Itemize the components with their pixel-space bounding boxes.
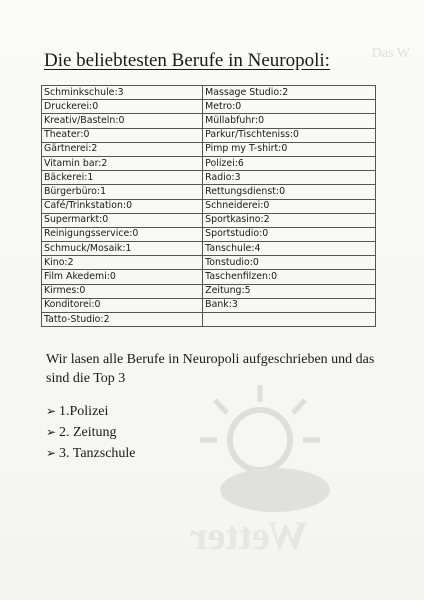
table-cell-left: Schminkschule:3 (42, 86, 203, 100)
table-cell-right: Taschenfilzen:0 (203, 270, 376, 284)
table-cell-right: Zeitung:5 (203, 284, 376, 298)
table-row (42, 128, 376, 142)
intro-text: Wir lasen alle Berufe in Neuropoli aufgeschrieben und das sind die Top 3 (46, 352, 375, 386)
table-cell-left: Theater:0 (42, 128, 203, 142)
bleed-through-sun-graphic (180, 380, 340, 520)
top3-item-label: 3. Tanzschule (59, 446, 136, 461)
table-cell-left: Schmuck/Mosaik:1 (42, 242, 203, 256)
table-row (42, 213, 376, 227)
table-row (42, 185, 376, 199)
table-row (42, 114, 376, 128)
top3-item-label: 1.Polizei (59, 404, 109, 419)
arrow-bullet-icon: ➢ (46, 425, 57, 439)
table-cell-right: Parkur/Tischteniss:0 (203, 128, 376, 142)
table-cell-left: Vitamin bar:2 (42, 156, 203, 170)
table-cell-left: Film Akedemi:0 (42, 270, 203, 284)
table-cell-left: Tatto-Studio:2 (42, 313, 203, 327)
table-cell-left: Kino:2 (42, 256, 203, 270)
table-cell-left: Bäckerei:1 (42, 171, 203, 185)
top3-list (46, 401, 136, 464)
table-cell-right: Sportstudio:0 (203, 227, 376, 241)
table-cell-right: Metro:0 (203, 100, 376, 114)
top3-item-label: 2. Zeitung (59, 425, 117, 440)
table-cell-right (203, 313, 376, 327)
jobs-table (41, 85, 376, 327)
page-title: Die beliebtesten Berufe in Neuropoli: (44, 50, 330, 71)
table-row (42, 199, 376, 213)
bleed-through-text: Das W (371, 46, 410, 61)
arrow-bullet-icon: ➢ (46, 446, 57, 460)
table-cell-right: Massage Studio:2 (203, 86, 376, 100)
table-cell-right: Tonstudio:0 (203, 256, 376, 270)
table-cell-right: Müllabfuhr:0 (203, 114, 376, 128)
table-row (42, 298, 376, 312)
table-cell-left: Gärtnerei:2 (42, 142, 203, 156)
table-cell-right: Radio:3 (203, 171, 376, 185)
table-cell-right: Tanschule:4 (203, 242, 376, 256)
table-cell-right: Pimp my T-shirt:0 (203, 142, 376, 156)
arrow-bullet-icon: ➢ (46, 404, 57, 418)
table-row (42, 256, 376, 270)
table-row (42, 142, 376, 156)
table-row (42, 313, 376, 327)
list-item (46, 401, 136, 422)
table-row (42, 227, 376, 241)
table-row (42, 270, 376, 284)
table-row (42, 242, 376, 256)
table-row (42, 156, 376, 170)
table-cell-right: Polizei:6 (203, 156, 376, 170)
table-cell-left: Kirmes:0 (42, 284, 203, 298)
table-cell-right: Schneiderei:0 (203, 199, 376, 213)
table-cell-left: Bürgerbüro:1 (42, 185, 203, 199)
table-row (42, 86, 376, 100)
table-cell-left: Café/Trinkstation:0 (42, 199, 203, 213)
table-cell-right: Rettungsdienst:0 (203, 185, 376, 199)
list-item (46, 443, 136, 464)
table-row (42, 100, 376, 114)
list-item (46, 422, 136, 443)
table-row (42, 284, 376, 298)
table-row (42, 171, 376, 185)
table-cell-right: Bank:3 (203, 298, 376, 312)
table-cell-left: Druckerei:0 (42, 100, 203, 114)
bleed-through-word: Wetter (190, 513, 308, 558)
table-cell-right: Sportkasino:2 (203, 213, 376, 227)
table-cell-left: Konditorei:0 (42, 298, 203, 312)
table-cell-left: Supermarkt:0 (42, 213, 203, 227)
table-cell-left: Kreativ/Basteln:0 (42, 114, 203, 128)
table-cell-left: Reinigungsservice:0 (42, 227, 203, 241)
